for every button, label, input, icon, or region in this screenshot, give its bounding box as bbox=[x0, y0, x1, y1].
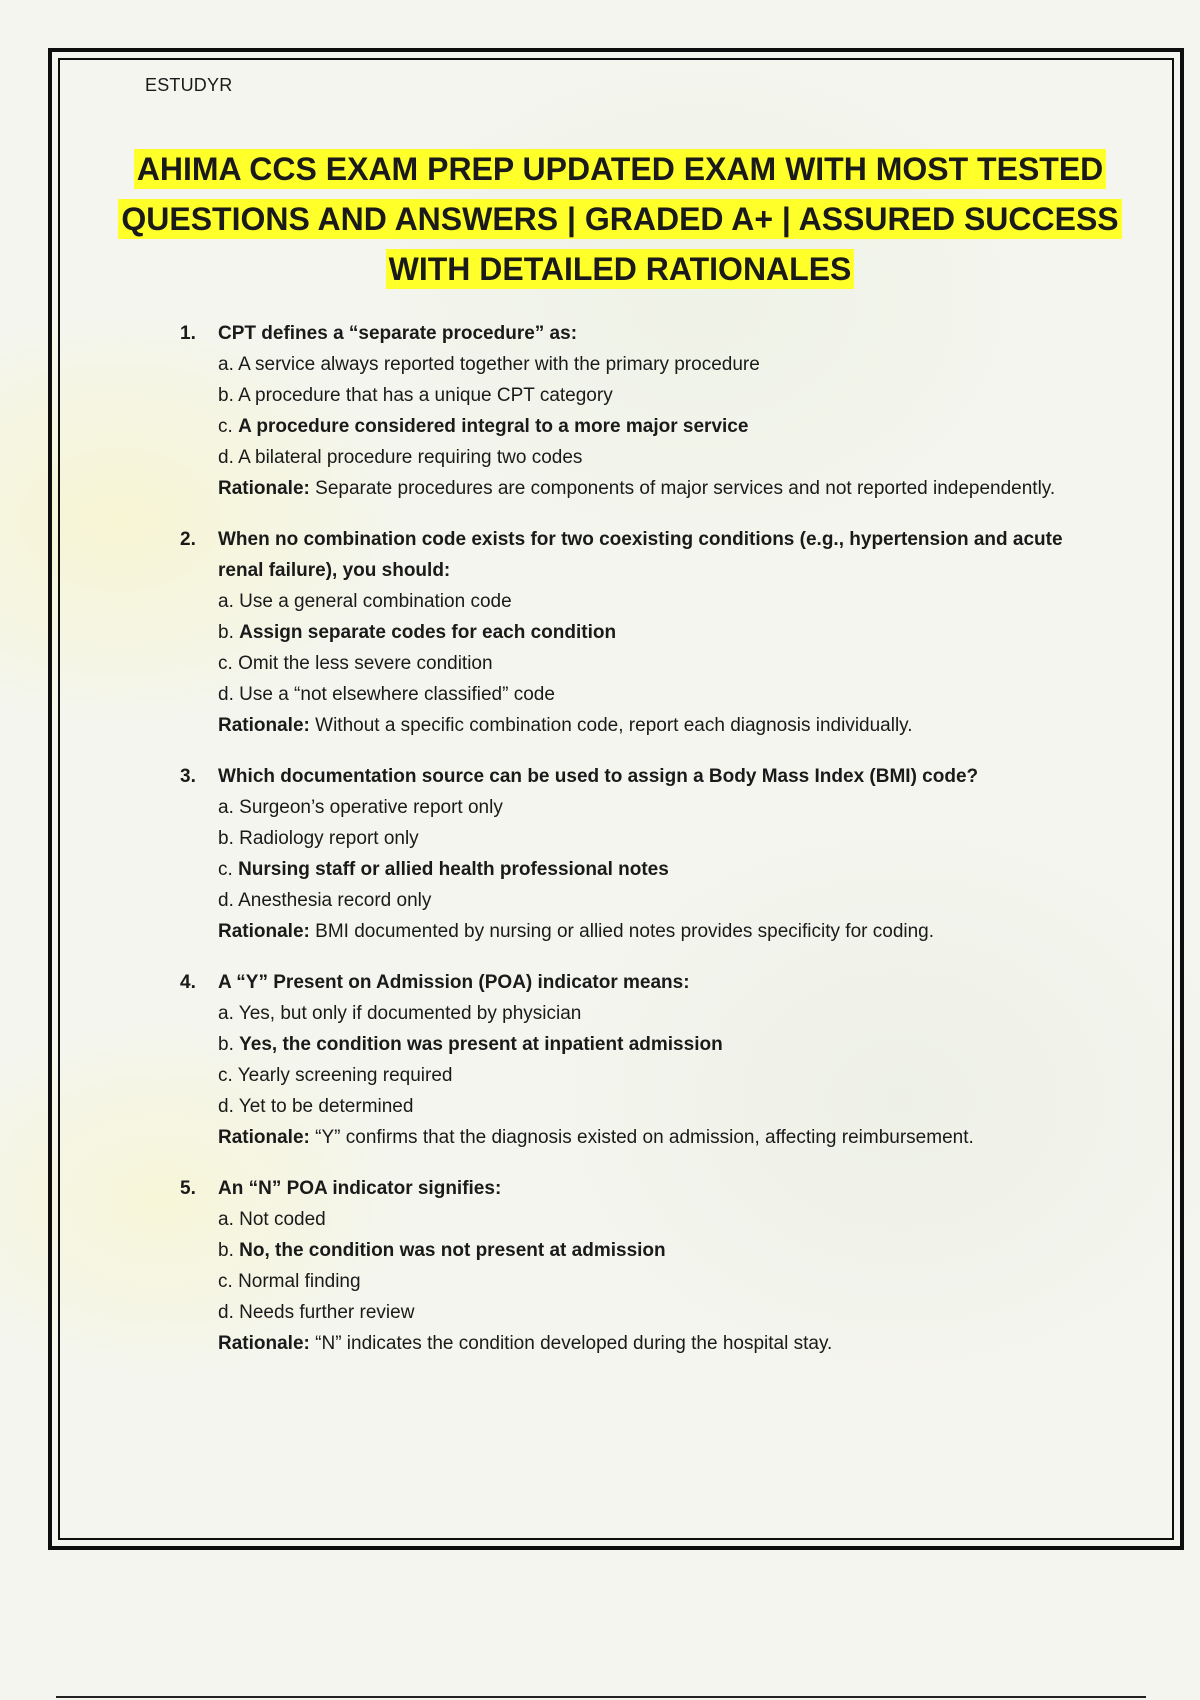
option-text: No, the condition was not present at admission bbox=[239, 1240, 666, 1261]
footer-rule bbox=[56, 1696, 1146, 1698]
option-text: Needs further review bbox=[239, 1302, 415, 1323]
rationale-label: Rationale: bbox=[218, 478, 310, 499]
answer-option bbox=[218, 998, 1100, 1029]
answer-option-correct bbox=[218, 411, 1100, 442]
question-item bbox=[180, 318, 1100, 504]
answer-option bbox=[218, 648, 1100, 679]
question-item bbox=[180, 967, 1100, 1153]
answer-option bbox=[218, 442, 1100, 473]
option-letter: a. bbox=[218, 797, 234, 818]
answer-option bbox=[218, 1266, 1100, 1297]
rationale bbox=[180, 473, 1100, 504]
option-letter: a. bbox=[218, 354, 234, 375]
option-letter: c. bbox=[218, 1271, 233, 1292]
rationale bbox=[180, 1328, 1100, 1359]
option-text: Anesthesia record only bbox=[238, 890, 432, 911]
answer-options bbox=[180, 349, 1100, 473]
rationale-label: Rationale: bbox=[218, 921, 310, 942]
answer-option bbox=[218, 1060, 1100, 1091]
option-letter: c. bbox=[218, 653, 233, 674]
option-letter: d. bbox=[218, 890, 234, 911]
answer-option bbox=[218, 349, 1100, 380]
question-list bbox=[180, 318, 1100, 1379]
option-text: Assign separate codes for each condition bbox=[239, 622, 617, 643]
answer-option bbox=[218, 1297, 1100, 1328]
option-letter: b. bbox=[218, 828, 234, 849]
answer-option bbox=[218, 1204, 1100, 1235]
document-title bbox=[100, 144, 1140, 294]
question-item bbox=[180, 524, 1100, 741]
option-text: Yes, but only if documented by physician bbox=[238, 1003, 582, 1024]
rationale-text: “Y” confirms that the diagnosis existed on admission, affecting reimbursement. bbox=[315, 1127, 974, 1148]
option-text: Yearly screening required bbox=[237, 1065, 453, 1086]
option-text: Nursing staff or allied health professional notes bbox=[238, 859, 669, 880]
answer-option bbox=[218, 792, 1100, 823]
option-text: Yes, the condition was present at inpatient admission bbox=[239, 1034, 723, 1055]
option-letter: c. bbox=[218, 859, 233, 880]
option-letter: a. bbox=[218, 591, 234, 612]
answer-options bbox=[180, 998, 1100, 1122]
answer-option bbox=[218, 679, 1100, 710]
option-text: Omit the less severe condition bbox=[238, 653, 493, 674]
option-letter: c. bbox=[218, 1065, 233, 1086]
option-letter: b. bbox=[218, 622, 234, 643]
answer-option-correct bbox=[218, 854, 1100, 885]
option-text: Use a general combination code bbox=[239, 591, 512, 612]
question-stem bbox=[180, 524, 1100, 586]
option-letter: b. bbox=[218, 1240, 234, 1261]
answer-options bbox=[180, 586, 1100, 710]
rationale-label: Rationale: bbox=[218, 1333, 310, 1354]
option-letter: d. bbox=[218, 1096, 234, 1117]
answer-options bbox=[180, 792, 1100, 916]
title-line-2: QUESTIONS AND ANSWERS | GRADED A+ | ASSURED SUCCESS bbox=[118, 199, 1121, 239]
question-number: 1. bbox=[180, 323, 196, 344]
question-stem bbox=[180, 318, 1100, 349]
option-text: Normal finding bbox=[238, 1271, 361, 1292]
question-text: CPT defines a “separate procedure” as: bbox=[218, 323, 578, 344]
rationale-label: Rationale: bbox=[218, 715, 310, 736]
question-item bbox=[180, 761, 1100, 947]
rationale-text: “N” indicates the condition developed during the hospital stay. bbox=[315, 1333, 833, 1354]
question-stem bbox=[180, 967, 1100, 998]
option-text: Use a “not elsewhere classified” code bbox=[239, 684, 555, 705]
answer-option bbox=[218, 380, 1100, 411]
title-line-3: WITH DETAILED RATIONALES bbox=[386, 249, 855, 289]
answer-options bbox=[180, 1204, 1100, 1328]
option-text: A service always reported together with the primary procedure bbox=[238, 354, 760, 375]
option-text: A procedure considered integral to a more major service bbox=[238, 416, 749, 437]
answer-option bbox=[218, 1091, 1100, 1122]
option-letter: b. bbox=[218, 385, 234, 406]
question-text: An “N” POA indicator signifies: bbox=[218, 1178, 502, 1199]
option-letter: d. bbox=[218, 1302, 234, 1323]
option-text: Surgeon’s operative report only bbox=[239, 797, 503, 818]
option-text: Not coded bbox=[239, 1209, 326, 1230]
option-text: A procedure that has a unique CPT category bbox=[238, 385, 613, 406]
option-text: Radiology report only bbox=[239, 828, 419, 849]
question-number: 2. bbox=[180, 529, 196, 550]
question-item bbox=[180, 1173, 1100, 1359]
rationale bbox=[180, 916, 1100, 947]
question-stem bbox=[180, 761, 1100, 792]
option-text: Yet to be determined bbox=[238, 1096, 414, 1117]
option-letter: b. bbox=[218, 1034, 234, 1055]
question-text: A “Y” Present on Admission (POA) indicator means: bbox=[218, 972, 690, 993]
answer-option-correct bbox=[218, 1029, 1100, 1060]
question-number: 5. bbox=[180, 1178, 196, 1199]
answer-option bbox=[218, 885, 1100, 916]
rationale-text: Separate procedures are components of major services and not reported independently. bbox=[315, 478, 1056, 499]
option-letter: a. bbox=[218, 1003, 234, 1024]
option-letter: c. bbox=[218, 416, 233, 437]
answer-option bbox=[218, 586, 1100, 617]
answer-option-correct bbox=[218, 1235, 1100, 1266]
option-letter: d. bbox=[218, 447, 234, 468]
rationale bbox=[180, 1122, 1100, 1153]
rationale-text: BMI documented by nursing or allied notes provides specificity for coding. bbox=[315, 921, 935, 942]
question-stem bbox=[180, 1173, 1100, 1204]
option-text: A bilateral procedure requiring two codes bbox=[238, 447, 583, 468]
answer-option bbox=[218, 823, 1100, 854]
option-letter: d. bbox=[218, 684, 234, 705]
brand-label: ESTUDYR bbox=[145, 75, 233, 95]
question-text: When no combination code exists for two coexisting conditions (e.g., hypertension and acute renal failure), you should: bbox=[218, 529, 1063, 581]
option-letter: a. bbox=[218, 1209, 234, 1230]
rationale-label: Rationale: bbox=[218, 1127, 310, 1148]
question-number: 3. bbox=[180, 766, 196, 787]
answer-option-correct bbox=[218, 617, 1100, 648]
rationale-text: Without a specific combination code, report each diagnosis individually. bbox=[315, 715, 913, 736]
question-number: 4. bbox=[180, 972, 196, 993]
title-line-1: AHIMA CCS EXAM PREP UPDATED EXAM WITH MOST TESTED bbox=[134, 149, 1107, 189]
question-text: Which documentation source can be used to assign a Body Mass Index (BMI) code? bbox=[218, 766, 979, 787]
rationale bbox=[180, 710, 1100, 741]
